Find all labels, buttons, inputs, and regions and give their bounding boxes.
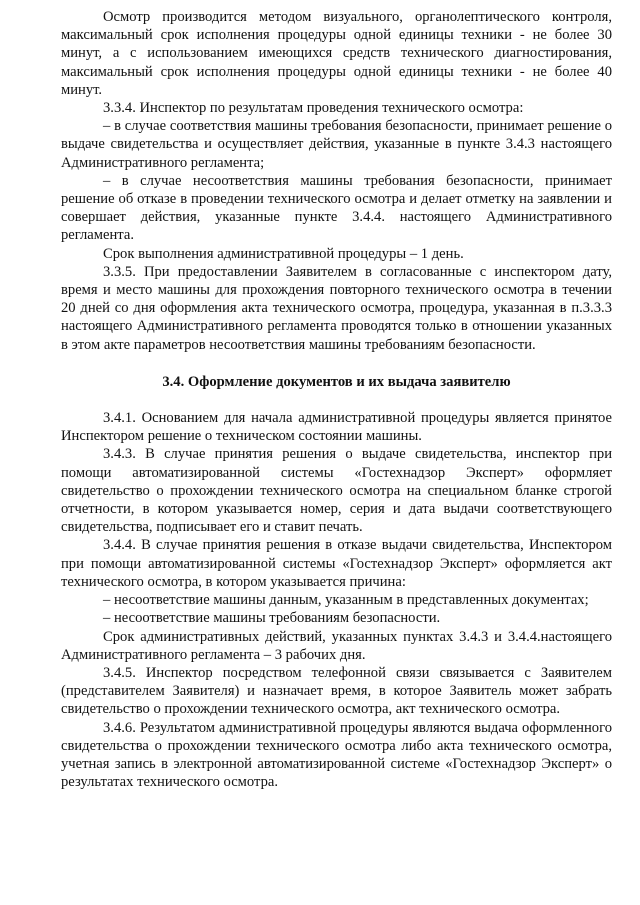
paragraph-procedure-term: Срок выполнения административной процедуры – 1 день. [103,245,464,262]
paragraph-inspection-method: Осмотр производится методом визуального, органолептического контроля, максимальный срок исполнения процедуры одной единицы техники - не более 30 минут, а с использованием имеющихся средств технического диагностирования, максимальный срок исполнения процедуры одной единицы техники - не более 40 минут. [61,9,612,98]
list-item-safety-mismatch: – несоответствие машины требованиям безопасности. [103,610,441,627]
paragraph-3-4-5: 3.4.5. Инспектор посредством телефонной связи связывается с Заявителем (представителем Заявителя) и назначает время, в которое Заявитель может забрать свидетельство о прохождении технического осмотра, акт технического осмотра. [61,664,612,718]
document-body [61,8,612,791]
paragraph-actions-term: Срок административных действий, указанных пунктах 3.4.3 и 3.4.4.настоящего Административного регламента – 3 рабочих дня. [61,628,612,663]
paragraph-3-4-6: 3.4.6. Результатом административной процедуры являются выдача оформленного свидетельства о прохождении технического осмотра либо акта технического осмотра, учетная запись в электронной автоматизированной системе «Гостехнадзор Эксперт» о результатах технического осмотра. [61,719,612,791]
list-item-documents-mismatch: – несоответствие машины данным, указанным в представленных документах; [103,592,589,609]
paragraph-3-4-3: 3.4.3. В случае принятия решения о выдаче свидетельства, инспектор при помощи автоматизированной системы «Гостехнадзор Эксперт» оформляет свидетельство о прохождении технического осмотра на специальном бланке строгой отчетности, в котором указывается номер, серия и дата выдачи соответствующего свидетельства, подписывает его и ставит печать. [61,446,612,536]
section-heading: 3.4. Оформление документов и их выдача заявителю [162,373,511,390]
paragraph-compliance-case: – в случае соответствия машины требования безопасности, принимает решение о выдаче свидетельства и осуществляет действия, указанные в пункте 3.4.3 настоящего Административного регламента; [61,118,612,171]
paragraph-3-3-4: 3.3.4. Инспектор по результатам проведения технического осмотра: [103,100,524,117]
paragraph-3-4-4: 3.4.4. В случае принятия решения в отказе выдачи свидетельства, Инспектором при помощи автоматизированной системы «Гостехнадзор Эксперт» оформляется акт технического осмотра, в котором указывается причина: [61,537,612,590]
paragraph-3-3-5: 3.3.5. При предоставлении Заявителем в согласованные с инспектором дату, время и место машины для прохождения повторного технического осмотра в течении 20 дней со дня оформления акта технического осмотра, процедура, указанная в п.3.3.3 настоящего Административного регламента проводятся только в отношении указанных в этом акте параметров несоответствия машины требованиям безопасности. [61,263,612,353]
paragraph-noncompliance-case: – в случае несоответствия машины требования безопасности, принимает решение об отказе в проведении технического осмотра и делает отметку на заявлении и совершает действия, указанные пункте 3.4.4. настоящего Административного регламента. [61,172,612,244]
paragraph-3-4-1: 3.4.1. Основанием для начала административной процедуры является принятое Инспектором решение о техническом состоянии машины. [61,410,612,445]
